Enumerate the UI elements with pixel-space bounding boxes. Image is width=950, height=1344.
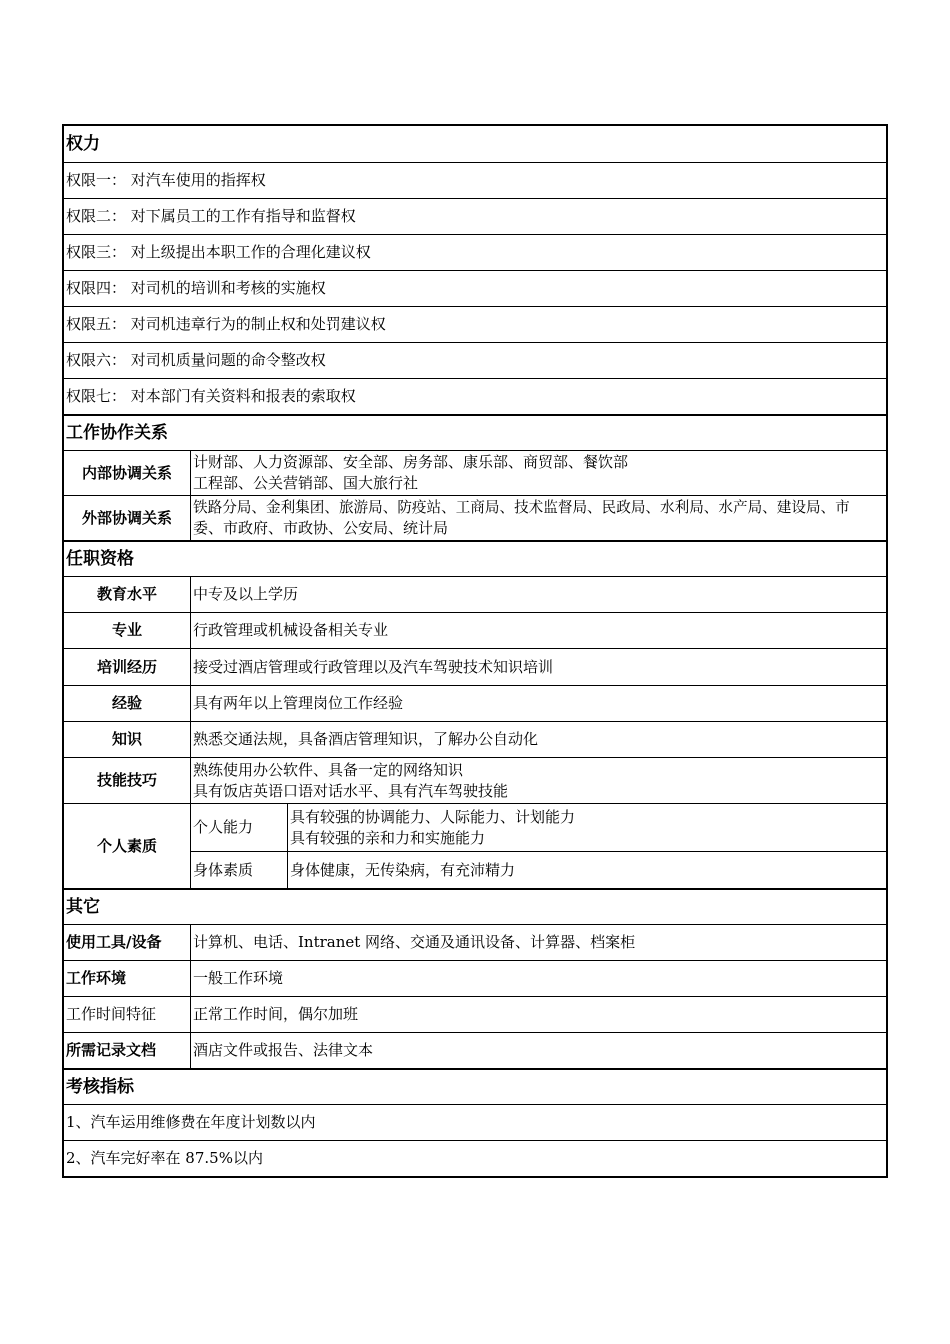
tools-row	[64, 924, 886, 960]
power-row	[64, 378, 886, 414]
skills-value	[191, 758, 886, 803]
personal-quality-subtable	[191, 804, 886, 888]
power-item-4: 权限四： 对司机的培训和考核的实施权	[66, 279, 326, 297]
ability-line: 具有较强的亲和力和实施能力	[290, 828, 486, 847]
skills-line: 熟练使用办公软件、具备一定的网络知识	[193, 760, 464, 779]
ability-value	[288, 804, 886, 851]
ability-label: 个人能力	[191, 804, 288, 851]
power-row	[64, 342, 886, 378]
ability-line: 具有较强的协调能力、人际能力、计划能力	[290, 807, 576, 826]
ability-row	[191, 804, 886, 851]
work-time-label: 工作时间特征	[64, 997, 191, 1032]
job-description-table	[62, 124, 888, 1178]
environment-label: 工作环境	[64, 961, 191, 996]
tools-value: 计算机、电话、Intranet 网络、交通及通讯设备、计算器、档案柜	[193, 933, 636, 951]
work-time-row	[64, 996, 886, 1032]
assessment-item-2: 2、汽车完好率在 87.5%以内	[66, 1149, 263, 1167]
training-label: 培训经历	[64, 649, 191, 685]
power-item-2: 权限二： 对下属员工的工作有指导和监督权	[66, 207, 356, 225]
assessment-title: 考核指标	[66, 1076, 134, 1097]
external-line: 铁路分局、金利集团、旅游局、防疫站、工商局、技术监督局、民政局、水利局、水产局、建设局、市	[193, 499, 850, 516]
skills-label: 技能技巧	[64, 758, 191, 803]
power-item-1: 权限一： 对汽车使用的指挥权	[66, 171, 266, 189]
major-label: 专业	[64, 613, 191, 648]
power-row	[64, 162, 886, 198]
major-value: 行政管理或机械设备相关专业	[193, 621, 389, 639]
major-row	[64, 612, 886, 648]
cooperation-title: 工作协作关系	[66, 422, 168, 443]
documents-label: 所需记录文档	[64, 1033, 191, 1068]
skills-line: 具有饭店英语口语对话水平、具有汽车驾驶技能	[193, 781, 509, 800]
environment-row	[64, 960, 886, 996]
qualifications-title: 任职资格	[66, 548, 134, 569]
external-coordination-row	[64, 495, 886, 540]
power-item-6: 权限六： 对司机质量问题的命令整改权	[66, 351, 326, 369]
documents-value: 酒店文件或报告、法律文本	[193, 1041, 374, 1059]
assessment-item-1: 1、汽车运用维修费在年度计划数以内	[66, 1113, 316, 1131]
experience-value: 具有两年以上管理岗位工作经验	[193, 694, 404, 712]
knowledge-row	[64, 721, 886, 757]
external-coordination-label: 外部协调关系	[64, 496, 191, 540]
training-row	[64, 648, 886, 685]
power-row	[64, 306, 886, 342]
work-time-value: 正常工作时间，偶尔加班	[193, 1005, 359, 1023]
experience-row	[64, 685, 886, 721]
power-title: 权力	[66, 133, 100, 154]
education-label: 教育水平	[64, 577, 191, 612]
training-value: 接受过酒店管理或行政管理以及汽车驾驶技术知识培训	[193, 657, 554, 676]
power-row	[64, 198, 886, 234]
knowledge-label: 知识	[64, 722, 191, 757]
internal-line: 工程部、公关营销部、国大旅行社	[193, 474, 419, 492]
internal-coordination-value	[191, 451, 886, 495]
power-item-3: 权限三： 对上级提出本职工作的合理化建议权	[66, 243, 371, 261]
environment-value: 一般工作环境	[193, 969, 284, 987]
other-title: 其它	[66, 896, 100, 917]
personal-quality-row	[64, 803, 886, 888]
assessment-row	[64, 1140, 886, 1176]
power-row	[64, 234, 886, 270]
assessment-row	[64, 1104, 886, 1140]
experience-label: 经验	[64, 686, 191, 721]
cooperation-section-header	[64, 414, 886, 450]
assessment-section-header	[64, 1068, 886, 1104]
external-coordination-value	[191, 496, 886, 540]
personal-quality-label: 个人素质	[64, 804, 191, 888]
internal-line: 计财部、人力资源部、安全部、房务部、康乐部、商贸部、餐饮部	[193, 453, 629, 471]
power-row	[64, 270, 886, 306]
internal-coordination-row	[64, 450, 886, 495]
other-section-header	[64, 888, 886, 924]
documents-row	[64, 1032, 886, 1068]
education-row	[64, 576, 886, 612]
tools-label: 使用工具/设备	[64, 925, 191, 960]
skills-row	[64, 757, 886, 803]
knowledge-value: 熟悉交通法规，具备酒店管理知识，了解办公自动化	[193, 730, 539, 748]
power-item-5: 权限五： 对司机违章行为的制止权和处罚建议权	[66, 315, 386, 333]
physical-row	[191, 851, 886, 888]
physical-label: 身体素质	[191, 852, 288, 888]
physical-value: 身体健康，无传染病，有充沛精力	[290, 860, 516, 879]
power-section-header	[64, 126, 886, 162]
qualifications-section-header	[64, 540, 886, 576]
power-item-7: 权限七： 对本部门有关资料和报表的索取权	[66, 387, 356, 405]
internal-coordination-label: 内部协调关系	[64, 451, 191, 495]
external-line: 委、市政府、市政协、公安局、统计局	[193, 519, 449, 537]
education-value: 中专及以上学历	[193, 585, 299, 603]
